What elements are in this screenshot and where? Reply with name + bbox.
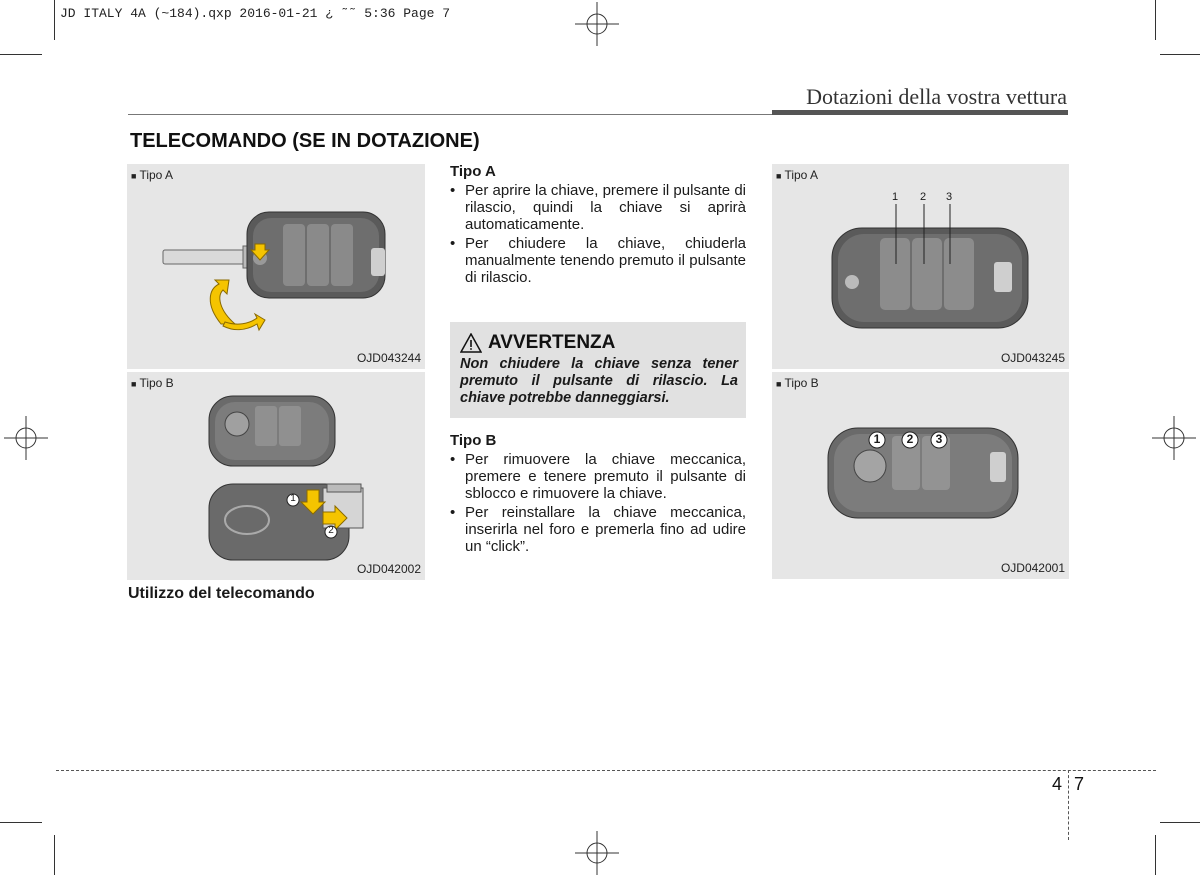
warning-triangle-icon <box>460 333 482 353</box>
callout-2: 2 <box>906 432 914 446</box>
figure-label: ■ Tipo A <box>131 168 174 182</box>
crop-mark <box>0 822 42 823</box>
flip-key-illustration <box>127 164 425 369</box>
registration-mark-left <box>4 416 48 460</box>
smart-key-illustration <box>127 372 425 580</box>
page-number-page: 7 <box>1074 774 1085 794</box>
footer-rule <box>56 770 1156 771</box>
figure-tipo-a-flip <box>127 164 425 369</box>
callout-2: 2 <box>920 191 927 203</box>
figure-tipo-a-buttons <box>772 164 1069 369</box>
figure-code: OJD042001 <box>1000 561 1065 575</box>
figure-code: OJD043244 <box>356 351 421 365</box>
figure-code: OJD043245 <box>1000 351 1065 365</box>
list-item: • Per rimuovere la chiave meccanica, premere e tenere premuto il pulsante di sblocco e rimuovere la chiave. <box>450 451 746 502</box>
figure-label: ■ Tipo B <box>131 376 174 390</box>
figure-code: OJD042002 <box>356 562 421 576</box>
footer-divider <box>1068 770 1069 840</box>
callout-1: 1 <box>892 191 899 203</box>
callout-1: 1 <box>290 493 296 504</box>
tipo-a-section <box>450 163 746 288</box>
callout-3: 3 <box>935 432 943 446</box>
crop-mark <box>0 54 42 55</box>
crop-mark <box>54 0 55 40</box>
figure-label: ■ Tipo B <box>776 376 819 390</box>
page-title: TELECOMANDO (SE IN DOTAZIONE) <box>130 130 480 152</box>
tipo-b-section <box>450 432 746 557</box>
figure-label: ■ Tipo A <box>776 168 819 182</box>
list-item: • Per aprire la chiave, premere il pulsante di rilascio, quindi la chiave si aprirà automaticamente. <box>450 182 746 233</box>
page-number-chapter: 4 <box>1052 774 1063 794</box>
tipo-b-heading: Tipo B <box>450 432 497 449</box>
list-item: • Per reinstallare la chiave meccanica, inserirla nel foro e premerla fino ad udire un “click”. <box>450 504 746 555</box>
usage-heading: Utilizzo del telecomando <box>128 585 315 602</box>
callout-1: 1 <box>873 432 881 446</box>
section-title: Dotazioni della vostra vettura <box>806 84 1067 109</box>
figure-tipo-b-buttons <box>772 372 1069 579</box>
print-header: JD ITALY 4A (~184).qxp 2016-01-21 ¿ ˜˜ 5:36 Page 7 <box>60 6 451 21</box>
callout-3: 3 <box>946 191 953 203</box>
crop-mark <box>1160 822 1200 823</box>
crop-mark <box>54 835 55 875</box>
registration-mark-bottom <box>575 831 619 875</box>
header-rule-thick <box>772 110 1068 115</box>
registration-mark-right <box>1152 416 1196 460</box>
list-item: • Per chiudere la chiave, chiuderla manualmente tenendo premuto il pulsante di rilascio. <box>450 235 746 286</box>
smart-key-buttons-illustration <box>772 372 1069 579</box>
warning-box <box>450 322 746 418</box>
warning-heading: AVVERTENZA <box>460 332 615 354</box>
crop-mark <box>1155 835 1156 875</box>
tipo-a-heading: Tipo A <box>450 163 496 180</box>
registration-mark-top <box>575 2 619 46</box>
crop-mark <box>1155 0 1156 40</box>
figure-tipo-b-smart <box>127 372 425 580</box>
callout-2: 2 <box>328 525 334 536</box>
warning-text: Non chiudere la chiave senza tener premuto il pulsante di rilascio. La chiave potrebbe danneggiarsi. <box>460 356 738 406</box>
crop-mark <box>1160 54 1200 55</box>
